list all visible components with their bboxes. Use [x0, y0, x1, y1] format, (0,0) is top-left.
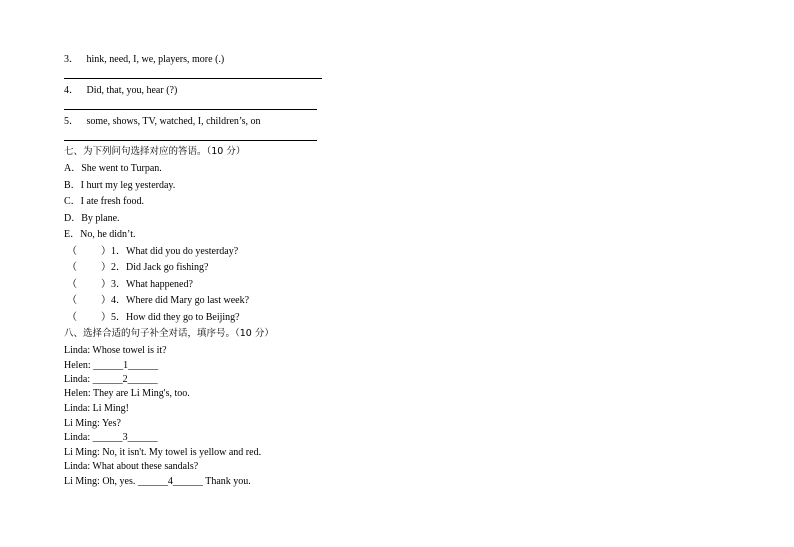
- option-b: B．I hurt my leg yesterday.: [64, 180, 176, 191]
- section-7-heading: 七、为下列问句选择对应的答语。（10 分）: [64, 146, 246, 157]
- question-5: 5． some, shows, TV, watched, I, children’s, on: [64, 116, 261, 127]
- dialogue-line-6: Li Ming: Yes?: [64, 418, 121, 429]
- answer-paren-2: （: [67, 262, 77, 273]
- dialogue-line-4: Helen: They are Li Ming's, too.: [64, 388, 190, 399]
- answer-paren-1: （: [67, 246, 77, 257]
- dialogue-line-5: Linda: Li Ming!: [64, 403, 129, 414]
- match-question-5: ）5．How did they go to Beijing?: [101, 312, 240, 323]
- dialogue-line-1: Linda: Whose towel is it?: [64, 345, 167, 356]
- dialogue-line-10: Li Ming: Oh, yes. ______4______ Thank you.: [64, 476, 251, 487]
- answer-line-4: [64, 109, 317, 110]
- answer-line-5: [64, 140, 317, 141]
- match-question-3: ）3．What happened?: [101, 279, 193, 290]
- option-e: E．No, he didn’t.: [64, 229, 136, 240]
- match-question-1: ）1．What did you do yesterday?: [101, 246, 239, 257]
- answer-paren-4: （: [67, 295, 77, 306]
- dialogue-line-2: Helen: ______1______: [64, 360, 159, 371]
- dialogue-line-3: Linda: ______2______: [64, 374, 158, 385]
- question-4: 4． Did, that, you, hear (?): [64, 85, 178, 96]
- question-3: 3． hink, need, I, we, players, more (.): [64, 54, 225, 65]
- dialogue-line-7: Linda: ______3______: [64, 432, 158, 443]
- dialogue-line-8: Li Ming: No, it isn't. My towel is yellow and red.: [64, 447, 262, 458]
- option-d: D．By plane.: [64, 213, 120, 224]
- dialogue-line-9: Linda: What about these sandals?: [64, 461, 199, 472]
- answer-paren-5: （: [67, 312, 77, 323]
- match-question-2: ）2．Did Jack go fishing?: [101, 262, 209, 273]
- section-8-heading: 八、选择合适的句子补全对话，填序号。（10 分）: [64, 328, 274, 339]
- answer-paren-3: （: [67, 279, 77, 290]
- match-question-4: ）4．Where did Mary go last week?: [101, 295, 250, 306]
- answer-line-3: [64, 78, 322, 79]
- option-a: A．She went to Turpan.: [64, 163, 162, 174]
- option-c: C．I ate fresh food.: [64, 196, 144, 207]
